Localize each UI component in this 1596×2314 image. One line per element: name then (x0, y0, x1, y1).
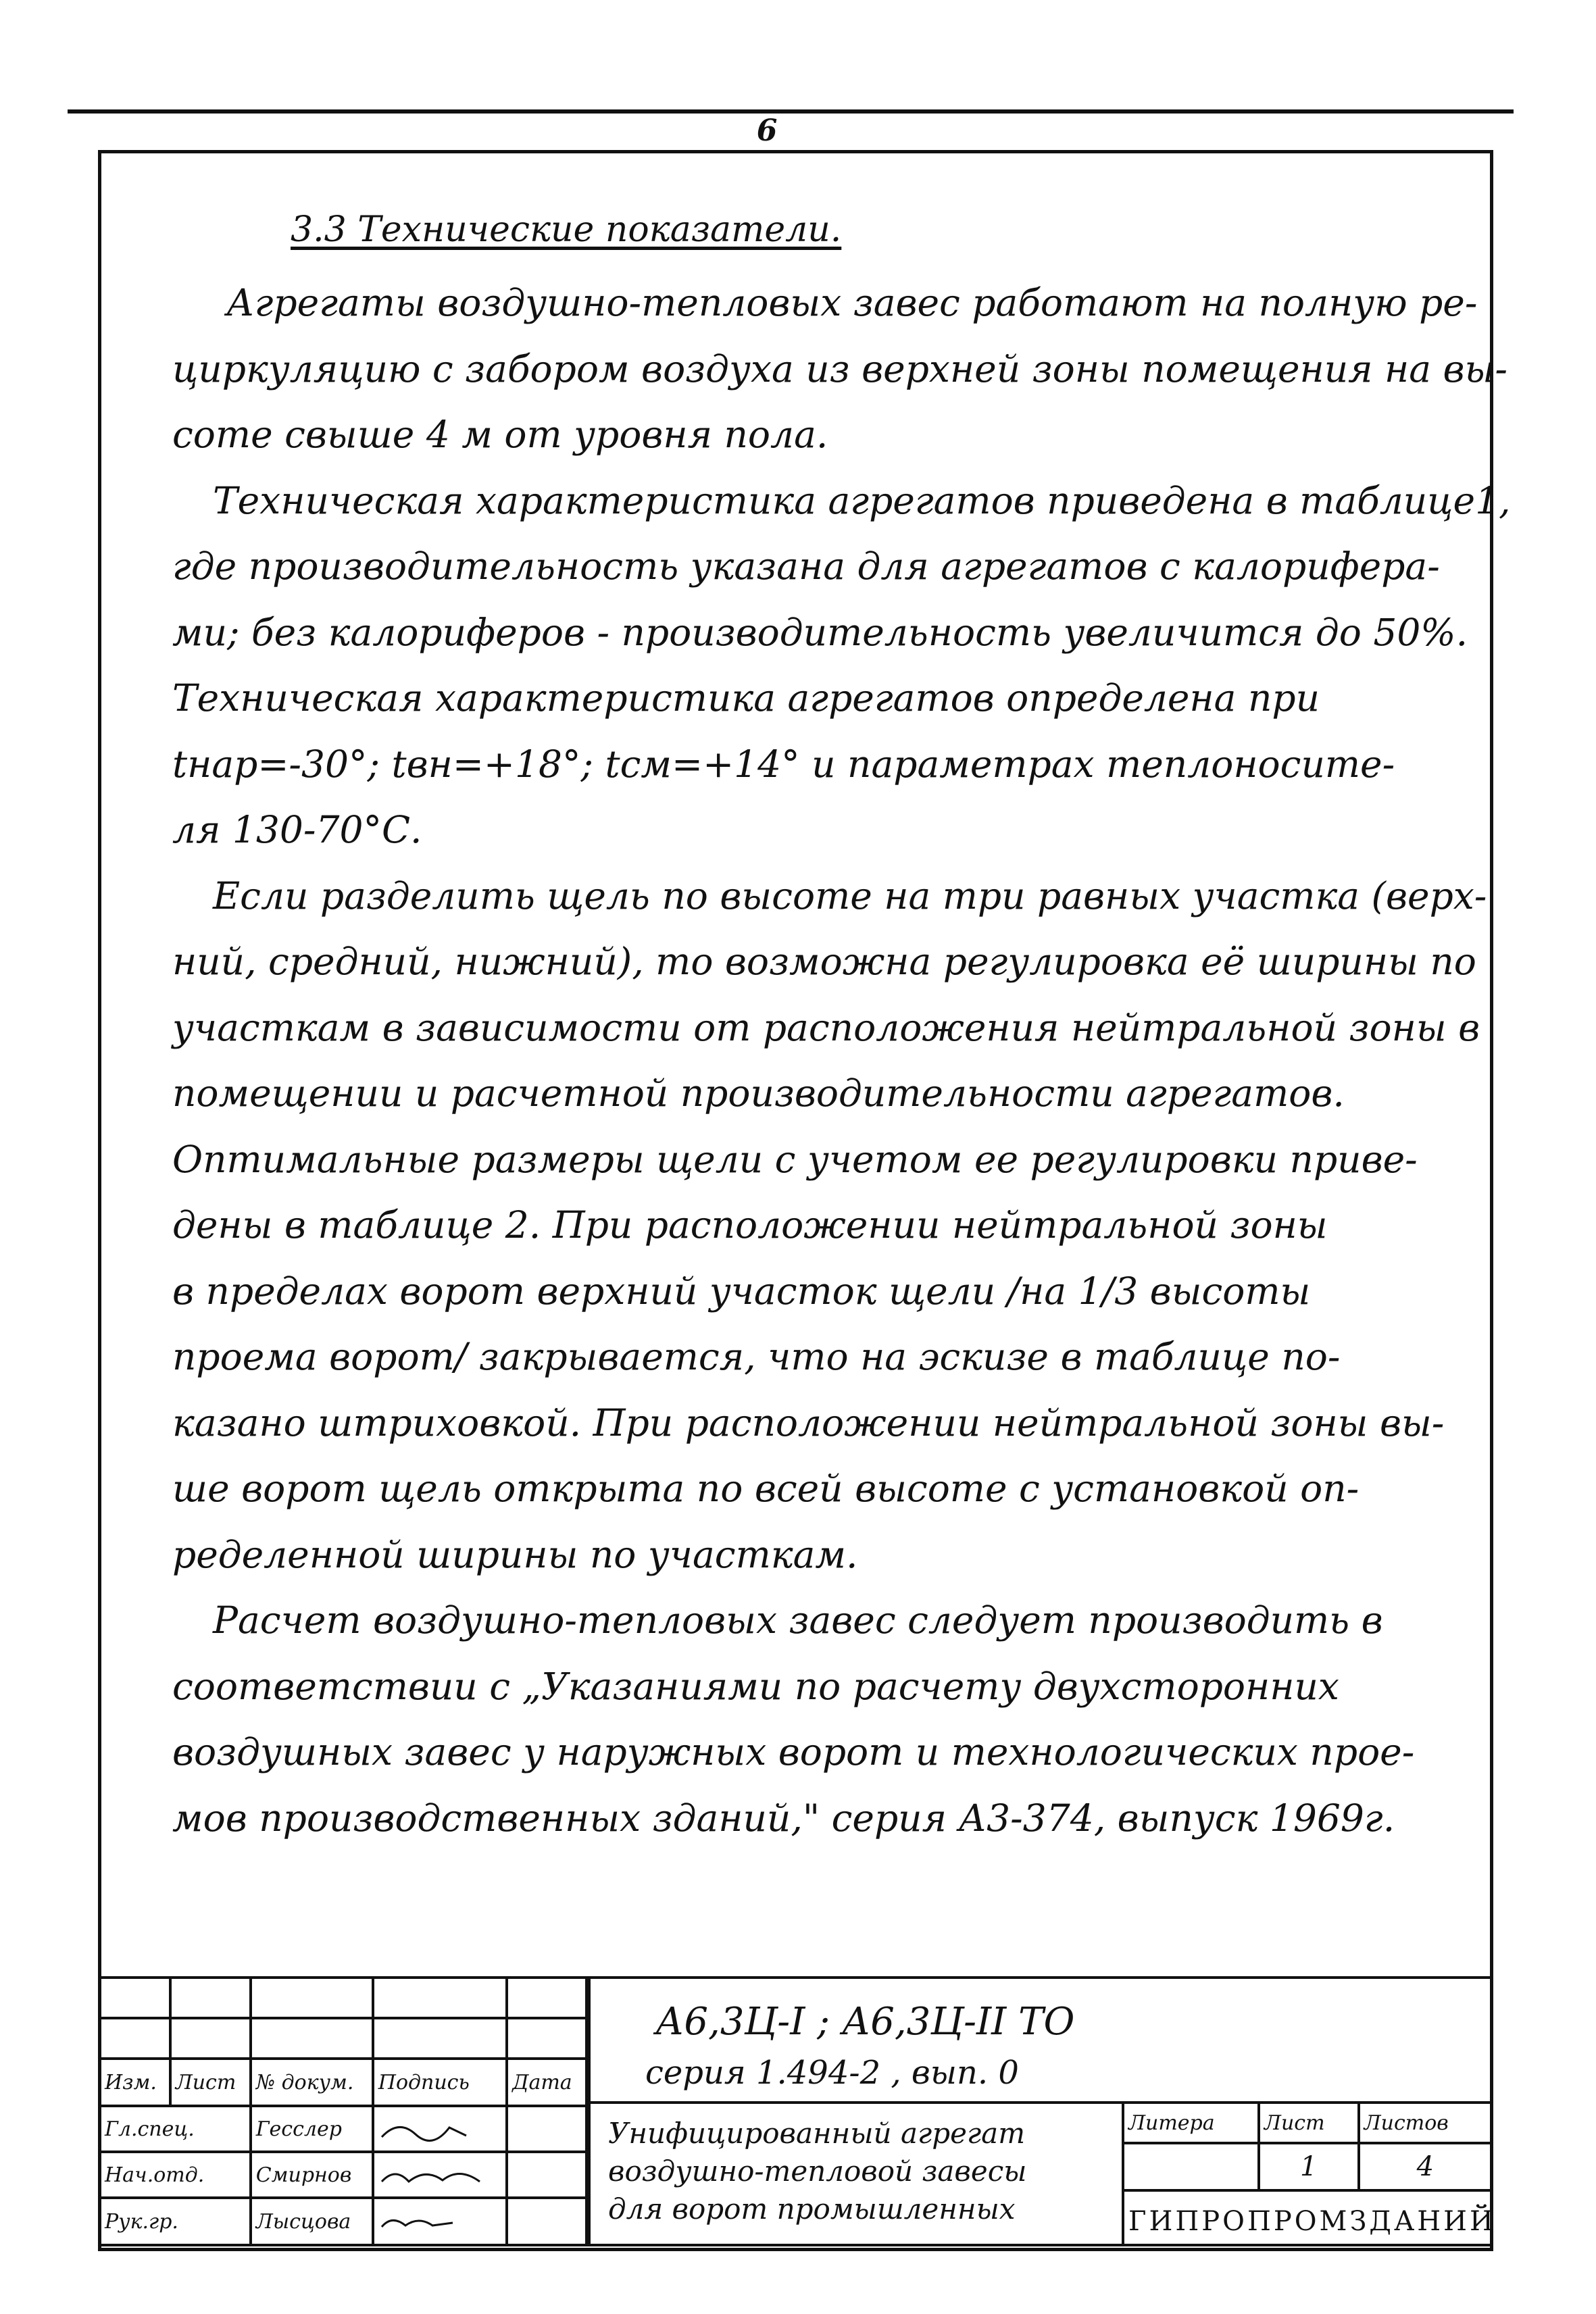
text-line: соответствии с „Указаниями по расчету двухсторонних (172, 1664, 1339, 1708)
text-line: Оптимальные размеры щели с учетом ее регулировки приве- (172, 1137, 1418, 1181)
name-3: Лысцова (251, 2198, 373, 2245)
text-line: где производительность указана для агрегатов с калорифера- (172, 545, 1440, 588)
text-line: воздушных завес у наружных ворот и технологических прое- (172, 1730, 1415, 1774)
sheet-info-table (1122, 2101, 1493, 2192)
text-line: казано штриховкой. При расположении нейтральной зоны вы- (172, 1401, 1445, 1444)
role-2: Нач.отд. (99, 2152, 251, 2198)
col-list: Лист (170, 2059, 251, 2106)
sheet-label: Лист (1259, 2103, 1359, 2143)
letter-label: Литера (1123, 2103, 1259, 2143)
product-line: для ворот промышленных (608, 2192, 1016, 2225)
text-line: ше ворот щель открыта по всей высоте с установкой оп- (172, 1467, 1360, 1510)
text-line: ний, средний, нижний), то возможна регулировка её ширины по (172, 940, 1476, 983)
section-heading: 3.3 Технические показатели. (291, 209, 842, 250)
signature-3 (373, 2198, 507, 2245)
name-2: Смирнов (251, 2152, 373, 2198)
text-line: Агрегаты воздушно-тепловых завес работают на полную ре- (226, 281, 1478, 324)
signature-2 (373, 2152, 507, 2198)
text-line: в пределах ворот верхний участок щели /на 1/3 высоты (172, 1269, 1311, 1313)
signature-1 (373, 2106, 507, 2152)
name-1: Гесслер (251, 2106, 373, 2152)
role-1: Гл.спец. (99, 2106, 251, 2152)
text-line: мов производственных зданий," серия А3-374, выпуск 1969г. (172, 1796, 1395, 1840)
text-line: Расчет воздушно-тепловых завес следует производить в (213, 1599, 1383, 1642)
product-line: Унифицированный агрегат (608, 2117, 1026, 2150)
text-line: tнар=-30°; tвн=+18°; tсм=+14° и параметрах теплоносите- (172, 742, 1395, 786)
text-line: участкам в зависимости от расположения нейтральной зоны в (172, 1005, 1480, 1049)
col-sign: Подпись (373, 2059, 507, 2106)
product-name (608, 2115, 1026, 2228)
sheet-value: 1 (1259, 2143, 1359, 2190)
text-line: ля 130-70°С. (172, 808, 422, 851)
text-line: Если разделить щель по высоте на три равных участка (верх- (213, 874, 1487, 917)
sheets-label: Листов (1359, 2103, 1492, 2143)
text-line: помещении и расчетной производительности агрегатов. (172, 1072, 1345, 1115)
body-text (172, 270, 1511, 1851)
col-izm: Изм. (99, 2059, 170, 2106)
sheets-value: 4 (1359, 2143, 1492, 2190)
col-date: Дата (507, 2059, 587, 2106)
text-line: ределенной ширины по участкам. (172, 1532, 858, 1576)
col-doc: № докум. (251, 2059, 373, 2106)
text-line: дены в таблице 2. При расположении нейтральной зоны (172, 1203, 1328, 1247)
page-number: 6 (756, 114, 778, 148)
document-code: А6,3Ц-I ; А6,3Ц-II ТО (655, 2000, 1075, 2044)
text-line: соте свыше 4 м от уровня пола. (172, 413, 828, 456)
series-number: серия 1.494-2 , вып. 0 (645, 2054, 1019, 2092)
role-3: Рук.гр. (99, 2198, 251, 2245)
text-line: Техническая характеристика агрегатов определена при (172, 676, 1320, 720)
signature-table (98, 1976, 588, 2246)
organization-name: ГИПРОПРОМЗДАНИЙ (1128, 2206, 1496, 2237)
text-line: проема ворот/ закрывается, что на эскизе в таблице по- (172, 1335, 1341, 1378)
text-line: циркуляцию с забором воздуха из верхней зоны помещения на вы- (172, 347, 1507, 391)
product-line: воздушно-тепловой завесы (608, 2155, 1027, 2188)
text-line: Техническая характеристика агрегатов приведена в таблице1, (213, 478, 1511, 522)
text-line: ми; без калориферов - производительность увеличится до 50%. (172, 610, 1468, 654)
